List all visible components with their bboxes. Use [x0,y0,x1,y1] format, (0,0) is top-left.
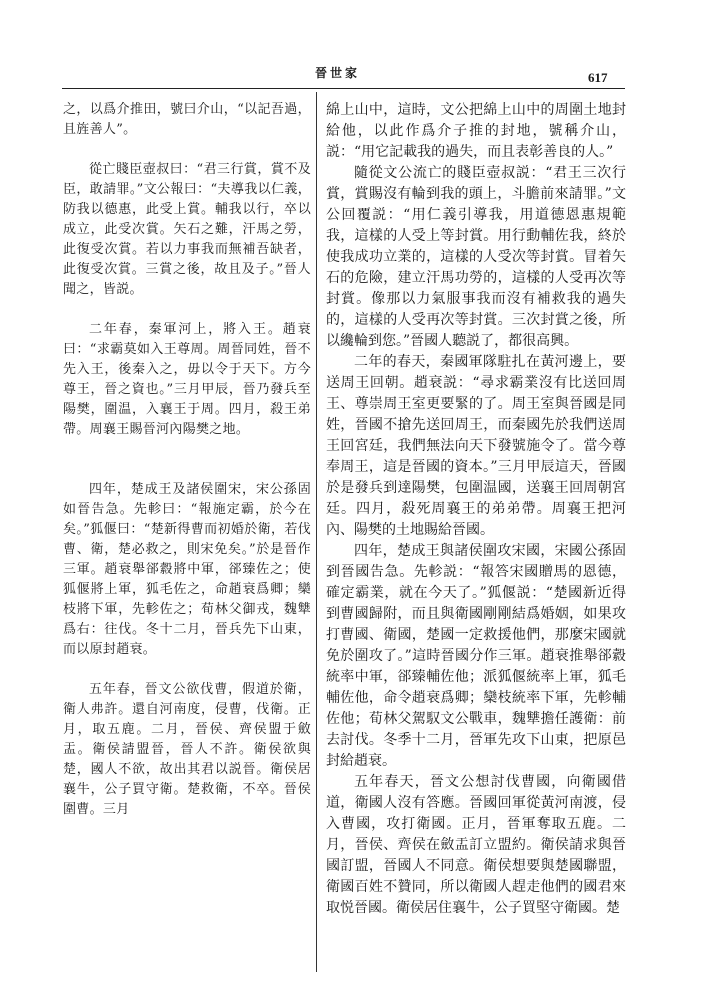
page-header [0,0,716,104]
translation-paragraph: 二年的春天，秦國軍隊駐扎在黃河邊上，要送周王回朝。趙衰説：“尋求霸業沒有比送回周王、尊崇周王室更要緊的了。周王室與晉國是同姓，晉國不搶先送回周王，而秦國先於我們送周王回宮廷，我們無法向天下發號施令了。當今尊奉周王，這是晉國的資本。”三月甲辰這天，晉國於是發兵到達陽樊，包圍温國，送襄王回周朝宮廷。四月，殺死周襄王的弟弟帶。周襄王把河內、陽樊的土地賜給晉國。 [326,354,626,538]
original-paragraph: 二年春，秦軍河上，將入王。趙衰曰：“求霸莫如入王尊周。周晉同姓，晉不先入王，後秦入之，毋以令于天下。方今尊王，晉之資也。”三月甲辰，晉乃發兵至陽樊，圍温，入襄王于周。四月，殺王弟帶。周襄王賜晉河內陽樊之地。 [63,322,311,437]
column-divider [316,92,317,972]
running-head: 晉世家 [315,66,361,80]
original-paragraph: 五年春，晉文公欲伐曹，假道於衛，衛人弗許。還自河南度，侵曹，伐衛。正月，取五鹿。二月，晉侯、齊侯盟于斂盂。衛侯請盟晉，晉人不許。衛侯欲與楚，國人不欲，故出其君以説晉。衛侯居襄牛，公子買守衛。楚救衛，不卒。晉侯圍曹。三月 [63,682,311,817]
original-text-column [63,100,311,820]
header-rule [62,88,625,89]
original-paragraph: 四年，楚成王及諸侯圍宋，宋公孫固如晉告急。先軫曰：“報施定霸，於今在矣。”狐偃曰：“楚新得曹而初婚於衛，若伐曹、衛，楚必救之，則宋免矣。”於是晉作三軍。趙衰舉郤縠將中軍，郤臻佐之；使狐偃將上軍，狐毛佐之，命趙衰爲卿；欒枝將下軍，先軫佐之；荀林父御戎，魏犨爲右：往伐。冬十二月，晉兵先下山東，而以原封趙衰。 [63,482,311,657]
translation-paragraph: 隨從文公流亡的賤臣壺叔説：“君王三次行賞，賞賜沒有輪到我的頭上，斗膽前來請罪。”文公回覆説：“用仁義引導我，用道德恩惠規範我，這樣的人受上等封賞。用行動輔佐我，終於使我成功立業的，這樣的人受次等封賞。冒着矢石的危險，建立汗馬功勞的，這樣的人受再次等封賞。像那以力氣服事我而沒有補救我的過失的，這樣的人受再次等封賞。三次封賞之後，所以纔輪到您。”晉國人聽説了，都很高興。 [326,165,626,349]
translation-paragraph: 四年，楚成王與諸侯圍攻宋國，宋國公孫固到晉國告急。先軫説：“報答宋國贈馬的恩德，確定霸業，就在今天了。”狐偃説：“楚國新近得到曹國歸附，而且與衛國剛剛結爲婚姻，如果攻打曹國、衛國，楚國一定救援他們，那麼宋國就免於圍攻了。”這時晉國分作三軍。趙衰推舉郤縠統率中軍，郤臻輔佐他；派狐偃統率上軍，狐毛輔佐他，命令趙衰爲卿；欒枝統率下軍，先軫輔佐他；荀林父駕馭文公戰車，魏犨擔任護衛：前去討伐。冬季十二月，晉軍先攻下山東，把原邑封給趙衰。 [326,543,626,769]
translation-column [326,100,626,919]
original-paragraph: 從亡賤臣壺叔曰：“君三行賞，賞不及臣，敢請罪。”文公報曰：“夫導我以仁義，防我以德惠，此受上賞。輔我以行，卒以成立，此受次賞。矢石之難，汗馬之勞，此復受次賞。若以力事我而無補吾缺者，此復受次賞。三賞之後，故且及子。”晉人聞之，皆説。 [63,162,311,297]
translation-paragraph: 綿上山中，這時，文公把綿上山中的周圍土地封給他，以此作爲介子推的封地，號稱介山，説：“用它記載我的過失，而且表彰善良的人。” [326,102,626,160]
translation-paragraph: 五年春天，晉文公想討伐曹國，向衛國借道，衛國人沒有答應。晉國回軍從黃河南渡，侵入曹國，攻打衛國。正月，晉軍奪取五鹿。二月，晉侯、齊侯在斂盂訂立盟約。衛侯請求與晉國訂盟，晉國人不同意。衛侯想要與楚國聯盟，衛國百姓不贊同，所以衛國人趕走他們的國君來取悦晉國。衛侯居住襄牛，公子買堅守衛國。楚 [326,774,626,916]
original-paragraph: 之，以爲介推田，號曰介山，“以記吾過，且旌善人”。 [63,102,311,137]
page-number: 617 [588,70,608,85]
